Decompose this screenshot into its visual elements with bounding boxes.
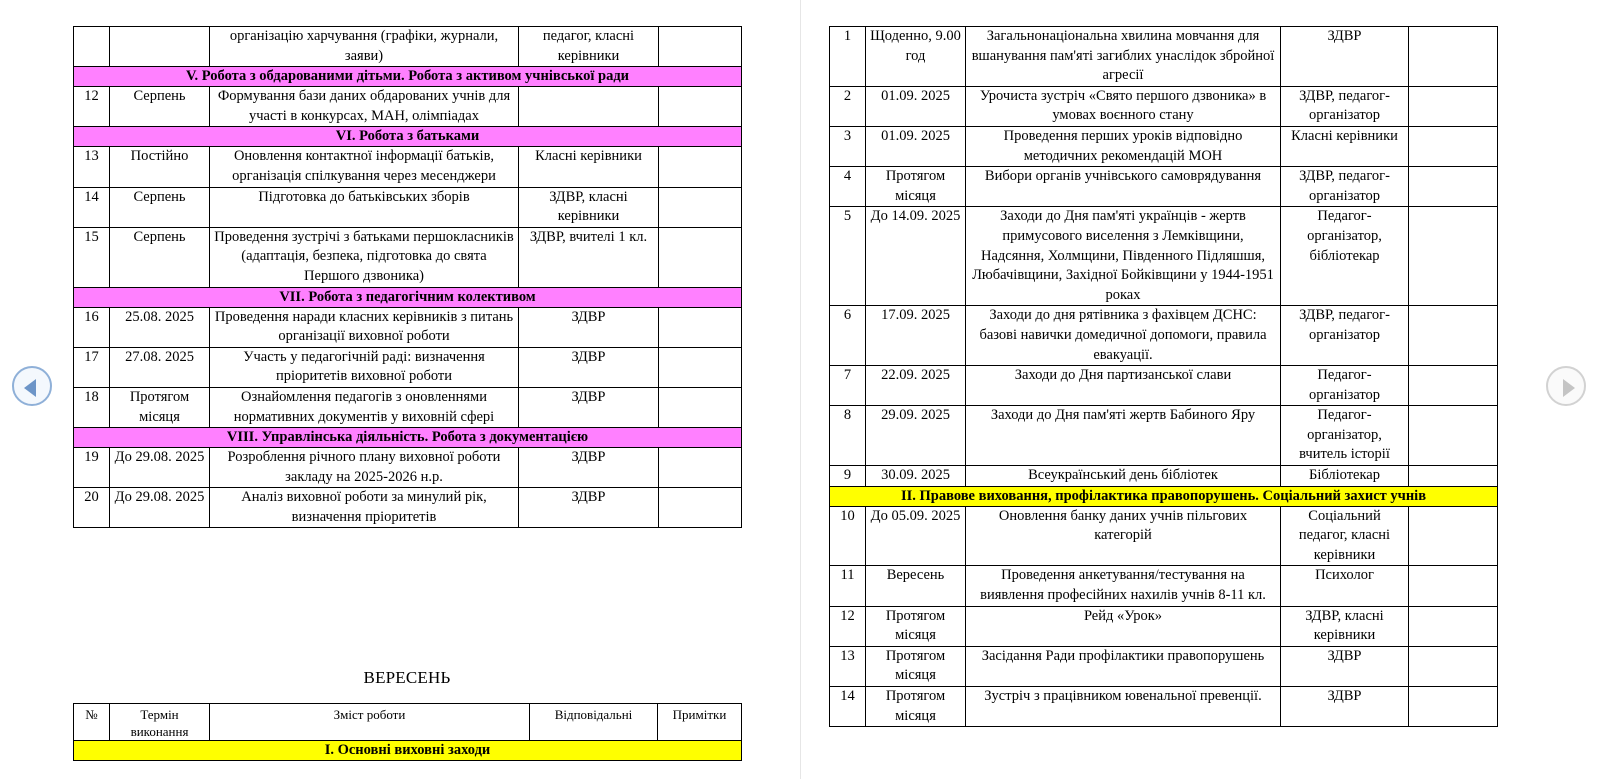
cell-notes <box>659 147 742 187</box>
table-row <box>830 167 1498 207</box>
cell-notes <box>659 307 742 347</box>
cell-content: Оновлення контактної інформації батьків, організація спілкування через месенджери <box>210 147 519 187</box>
cell-term: До 05.09. 2025 <box>866 506 966 566</box>
cell-content: Зустріч з працівником ювенальної превенції. <box>966 687 1281 727</box>
section-row <box>74 127 742 147</box>
cell-notes <box>1409 566 1498 606</box>
cell-number: 13 <box>830 646 866 686</box>
table-row <box>830 687 1498 727</box>
cell-term: Протягом місяця <box>866 167 966 207</box>
cell-term: Серпень <box>110 87 210 127</box>
cell-number: 19 <box>74 448 110 488</box>
table-row <box>830 86 1498 126</box>
cell-content: Заходи до Дня пам'яті українців - жертв примусового виселення з Лемківщини, Надсяння, Холмщини, Південного Підляшшя, Любачівщини, Західної Бойківщини у 1944-1951 роках <box>966 207 1281 306</box>
section-row <box>830 486 1498 506</box>
cell-number: 12 <box>830 606 866 646</box>
plan-table-september-header <box>73 703 742 761</box>
cell-notes <box>1409 466 1498 487</box>
cell-number: 9 <box>830 466 866 487</box>
cell-notes <box>1409 27 1498 87</box>
cell-term: До 14.09. 2025 <box>866 207 966 306</box>
table-row <box>830 306 1498 366</box>
cell-responsible: Бібліотекар <box>1281 466 1409 487</box>
cell-notes <box>659 387 742 427</box>
cell-term: 29.09. 2025 <box>866 406 966 466</box>
cell-content: Проведення зустрічі з батьками першокласників (адаптація, безпека, підготовка до свята Першого дзвоника) <box>210 227 519 287</box>
section-title: І. Основні виховні заходи <box>74 741 742 761</box>
header-responsible: Відповідальні <box>530 704 658 741</box>
cell-responsible: Педагог-організатор <box>1281 366 1409 406</box>
cell-responsible: Педагог-організатор, вчитель історії <box>1281 406 1409 466</box>
cell-number: 11 <box>830 566 866 606</box>
cell-number: 16 <box>74 307 110 347</box>
chevron-left-icon <box>24 379 36 397</box>
cell-responsible: ЗДВР <box>519 347 659 387</box>
cell-content: Проведення наради класних керівників з питань організації виховної роботи <box>210 307 519 347</box>
cell-content: Формування бази даних обдарованих учнів для участі в конкурсах, МАН, олімпіадах <box>210 87 519 127</box>
cell-number: 14 <box>74 187 110 227</box>
section-title: VI. Робота з батьками <box>74 127 742 147</box>
cell-notes <box>1409 506 1498 566</box>
cell-number: 17 <box>74 347 110 387</box>
cell-number: 14 <box>830 687 866 727</box>
header-number: № <box>74 704 110 741</box>
cell-term: 30.09. 2025 <box>866 466 966 487</box>
table-row <box>830 27 1498 87</box>
section-row <box>74 67 742 87</box>
cell-content: Вибори органів учнівського самоврядування <box>966 167 1281 207</box>
cell-term: 25.08. 2025 <box>110 307 210 347</box>
cell-responsible: ЗДВР <box>1281 27 1409 87</box>
cell-content: Урочиста зустріч «Свято першого дзвоника» в умовах воєнного стану <box>966 86 1281 126</box>
cell-content: Рейд «Урок» <box>966 606 1281 646</box>
cell-number: 15 <box>74 227 110 287</box>
table-row <box>830 566 1498 606</box>
table-row <box>830 606 1498 646</box>
cell-number: 18 <box>74 387 110 427</box>
cell-content: Проведення анкетування/тестування на виявлення професійних нахилів учнів 8-11 кл. <box>966 566 1281 606</box>
section-row <box>74 287 742 307</box>
cell-notes <box>659 448 742 488</box>
cell-responsible: Класні керівники <box>519 147 659 187</box>
table-row <box>74 307 742 347</box>
cell-content: Загальнонаціональна хвилина мовчання для вшанування пам'яті загиблих унаслідок збройної агресії <box>966 27 1281 87</box>
section-title: V. Робота з обдарованими дітьми. Робота з активом учнівської ради <box>74 67 742 87</box>
cell-term: Протягом місяця <box>866 606 966 646</box>
page-divider <box>800 0 801 779</box>
section-title: ІІ. Правове виховання, профілактика правопорушень. Соціальний захист учнів <box>830 486 1498 506</box>
cell-number: 20 <box>74 488 110 528</box>
header-term: Термін виконання <box>110 704 210 741</box>
next-page-button[interactable] <box>1546 366 1586 406</box>
cell-notes <box>1409 207 1498 306</box>
cell-number: 4 <box>830 167 866 207</box>
cell-term: Серпень <box>110 187 210 227</box>
cell-content: Підготовка до батьківських зборів <box>210 187 519 227</box>
plan-table-september <box>829 26 1498 727</box>
cell-notes <box>659 488 742 528</box>
table-row <box>74 448 742 488</box>
cell-notes <box>659 347 742 387</box>
cell-notes <box>1409 167 1498 207</box>
table-row <box>830 126 1498 166</box>
cell-number: 5 <box>830 207 866 306</box>
cell-term: Протягом місяця <box>110 387 210 427</box>
cell-number: 3 <box>830 126 866 166</box>
cell-term: 01.09. 2025 <box>866 126 966 166</box>
cell-content: Засідання Ради профілактики правопорушень <box>966 646 1281 686</box>
header-content: Зміст роботи <box>210 704 530 741</box>
previous-page-button[interactable] <box>12 366 52 406</box>
cell-responsible: Педагог-організатор, бібліотекар <box>1281 207 1409 306</box>
table-row <box>74 87 742 127</box>
cell-term: До 29.08. 2025 <box>110 448 210 488</box>
cell-term: Постійно <box>110 147 210 187</box>
table-row <box>830 466 1498 487</box>
chevron-right-icon <box>1563 379 1575 397</box>
cell-notes <box>1409 306 1498 366</box>
cell-notes <box>1409 126 1498 166</box>
cell-number: 7 <box>830 366 866 406</box>
section-title: VII. Робота з педагогічним колективом <box>74 287 742 307</box>
section-row <box>74 741 742 761</box>
cell-responsible: Соціальний педагог, класні керівники <box>1281 506 1409 566</box>
cell-term: 27.08. 2025 <box>110 347 210 387</box>
table-row <box>74 187 742 227</box>
cell-notes <box>659 27 742 67</box>
cell-notes <box>1409 366 1498 406</box>
cell-number: 2 <box>830 86 866 126</box>
table-row <box>830 506 1498 566</box>
cell-number <box>74 27 110 67</box>
table-row <box>830 406 1498 466</box>
cell-term <box>110 27 210 67</box>
cell-content: Проведення перших уроків відповідно методичних рекомендацій МОН <box>966 126 1281 166</box>
cell-notes <box>1409 606 1498 646</box>
cell-number: 12 <box>74 87 110 127</box>
cell-term: 22.09. 2025 <box>866 366 966 406</box>
cell-term: 01.09. 2025 <box>866 86 966 126</box>
cell-number: 8 <box>830 406 866 466</box>
cell-content: Заходи до Дня партизанської слави <box>966 366 1281 406</box>
cell-responsible: ЗДВР <box>519 448 659 488</box>
cell-content: організацію харчування (графіки, журнали, заяви) <box>210 27 519 67</box>
cell-content: Аналіз виховної роботи за минулий рік, визначення пріоритетів <box>210 488 519 528</box>
cell-responsible: ЗДВР, класні керівники <box>1281 606 1409 646</box>
cell-content: Оновлення банку даних учнів пільгових категорій <box>966 506 1281 566</box>
cell-term: Серпень <box>110 227 210 287</box>
cell-term: До 29.08. 2025 <box>110 488 210 528</box>
cell-responsible: ЗДВР, педагог-організатор <box>1281 167 1409 207</box>
section-row <box>74 428 742 448</box>
cell-number: 13 <box>74 147 110 187</box>
cell-term: Щоденно, 9.00 год <box>866 27 966 87</box>
table-row <box>830 646 1498 686</box>
table-row <box>74 147 742 187</box>
plan-table-august <box>73 26 742 528</box>
cell-notes <box>659 227 742 287</box>
table-row <box>830 366 1498 406</box>
cell-notes <box>1409 406 1498 466</box>
cell-notes <box>1409 687 1498 727</box>
cell-content: Участь у педагогічній раді: визначення пріоритетів виховної роботи <box>210 347 519 387</box>
cell-number: 6 <box>830 306 866 366</box>
table-row <box>830 207 1498 306</box>
cell-notes <box>659 87 742 127</box>
cell-responsible: ЗДВР <box>519 387 659 427</box>
cell-responsible: ЗДВР, педагог-організатор <box>1281 306 1409 366</box>
table-header-row <box>74 704 742 741</box>
table-row <box>74 347 742 387</box>
cell-notes <box>1409 646 1498 686</box>
cell-responsible: ЗДВР <box>1281 687 1409 727</box>
cell-responsible: Психолог <box>1281 566 1409 606</box>
cell-content: Заходи до Дня пам'яті жертв Бабиного Яру <box>966 406 1281 466</box>
header-notes: Примітки <box>658 704 742 741</box>
cell-number: 1 <box>830 27 866 87</box>
table-row <box>74 227 742 287</box>
cell-term: 17.09. 2025 <box>866 306 966 366</box>
cell-responsible: ЗДВР, вчителі 1 кл. <box>519 227 659 287</box>
cell-content: Всеукраїнський день бібліотек <box>966 466 1281 487</box>
month-title: ВЕРЕСЕНЬ <box>363 668 451 687</box>
cell-term: Протягом місяця <box>866 646 966 686</box>
cell-content: Розроблення річного плану виховної роботи закладу на 2025-2026 н.р. <box>210 448 519 488</box>
cell-number: 10 <box>830 506 866 566</box>
cell-responsible <box>519 87 659 127</box>
section-title: VIII. Управлінська діяльність. Робота з документацією <box>74 428 742 448</box>
cell-responsible: ЗДВР, класні керівники <box>519 187 659 227</box>
table-row <box>74 488 742 528</box>
cell-responsible: ЗДВР <box>519 307 659 347</box>
cell-responsible: ЗДВР, педагог-організатор <box>1281 86 1409 126</box>
cell-responsible: ЗДВР <box>519 488 659 528</box>
cell-responsible: ЗДВР <box>1281 646 1409 686</box>
cell-notes <box>659 187 742 227</box>
cell-term: Вересень <box>866 566 966 606</box>
table-row <box>74 27 742 67</box>
cell-notes <box>1409 86 1498 126</box>
cell-responsible: Класні керівники <box>1281 126 1409 166</box>
cell-content: Заходи до дня рятівника з фахівцем ДСНС: базові навички домедичної допомоги, правила евакуації. <box>966 306 1281 366</box>
cell-content: Ознайомлення педагогів з оновленнями нормативних документів у виховній сфері <box>210 387 519 427</box>
cell-responsible: педагог, класні керівники <box>519 27 659 67</box>
cell-term: Протягом місяця <box>866 687 966 727</box>
table-row <box>74 387 742 427</box>
